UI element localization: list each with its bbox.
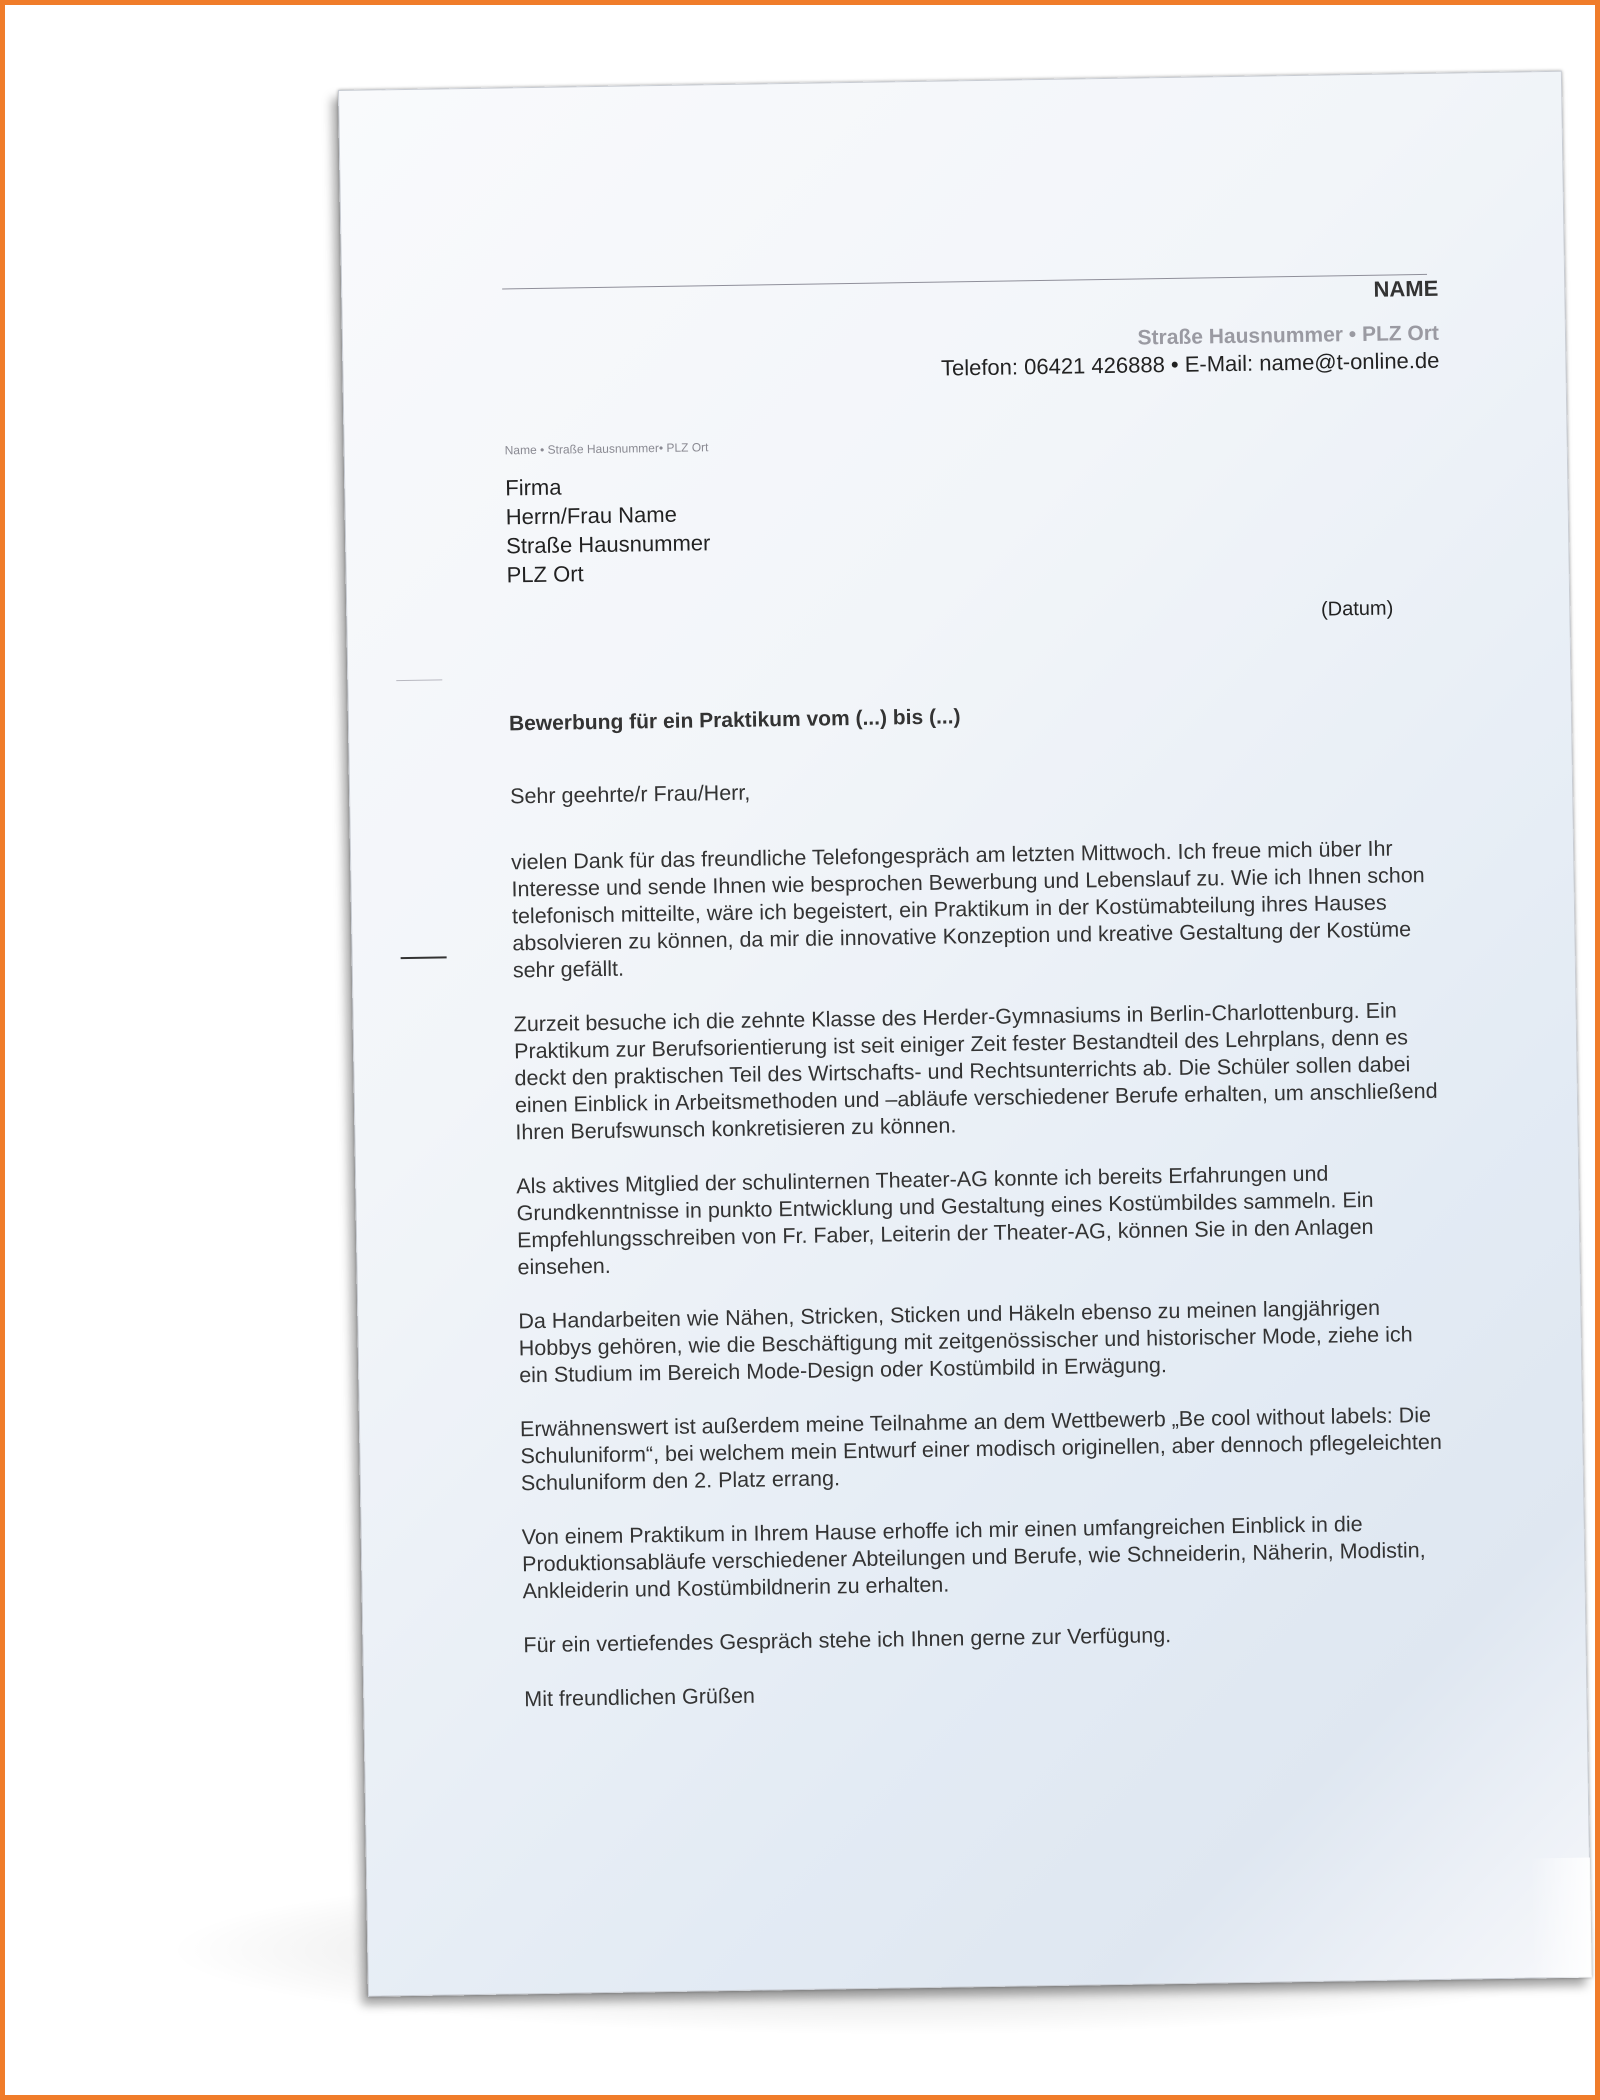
body-paragraph: Von einem Praktikum in Ihrem Hause erhoffe ich mir einen umfangreichen Einblick in die Produktionsabläufe verschiedener Abteilungen und Berufe, wie Schneiderin, Näherin, Modistin, Ankleiderin und Kostümbildnerin zu erhalten. (521, 1512, 1426, 1604)
body-paragraph: Da Handarbeiten wie Nähen, Stricken, Sticken und Häkeln ebenso zu meinen langjährigen Hobbys gehören, wie die Beschäftigung mit zeitgenössischer und historischer Mode, ziehe ich ein Studium im Bereich Mode-Design oder Kostümbild in Erwägung. (518, 1295, 1413, 1388)
fold-mark (396, 679, 442, 681)
letter-page (338, 71, 1592, 1997)
return-address-line: Name • Straße Hausnummer• PLZ Ort (504, 440, 709, 458)
page-curl (1530, 1858, 1592, 1979)
closing: Mit freundlichen Grüßen (524, 1683, 756, 1712)
body-paragraph: Zurzeit besuche ich die zehnte Klasse des Herder-Gymnasiums in Berlin-Charlottenburg. Ein Praktikum zur Berufsorientierung ist seit einiger Zeit fester Bestandteil des Lehrplans, denn es deckt den praktischen Teil des Wirtschafts- und Rechtsunterrichts ab. Die Schüler sollen dabei einen Einblick in Arbeitsmethoden und –abläufe verschiedener Berufe erhalten, um anschließend Ihren Berufswunsch konkretisieren zu können. (513, 998, 1438, 1145)
sender-contact: Telefon: 06421 426888 • E-Mail: name@t-online.de (940, 347, 1440, 381)
letter-body (510, 769, 1450, 1740)
recipient-block (505, 470, 711, 589)
body-paragraph: vielen Dank für das freundliche Telefongespräch am letzten Mittwoch. Ich freue mich über Ihr Interesse und sende Ihnen wie besprochen Bewerbung und Lebenslauf zu. Wie ich Ihnen schon telefonisch mitteilte, wäre ich begeistert, ein Praktikum in der Kostümabteilung ihres Hauses absolvieren zu können, da mir die innovative Konzeption und kreative Gestaltung der Kostüme sehr gefällt. (510, 836, 1425, 983)
header-rule (502, 274, 1427, 290)
sender-name: NAME (1373, 275, 1439, 302)
punch-mark (401, 956, 447, 959)
letter-date: (Datum) (1320, 597, 1394, 621)
body-paragraph: Erwähnenswert ist außerdem meine Teilnahme an dem Wettbewerb „Be cool without labels: Die Schuluniform“, bei welchem mein Entwurf einer modisch originellen, aber dennoch pflegeleichten Schuluniform den 2. Platz errang. (519, 1402, 1442, 1496)
recipient-street: Straße Hausnummer (505, 530, 711, 559)
body-paragraph: Für ein vertiefendes Gespräch stehe ich Ihnen gerne zur Verfügung. (523, 1623, 1172, 1658)
recipient-city: PLZ Ort (506, 561, 584, 588)
recipient-company: Firma (505, 474, 562, 501)
recipient-name: Herrn/Frau Name (505, 501, 678, 530)
body-paragraph: Als aktives Mitglied der schulinternen Theater-AG konnte ich bereits Erfahrungen und Grundkenntnisse in punkto Entwicklung und Gestaltung eines Kostümbildes sammeln. Ein Empfehlungsschreiben von Fr. Faber, Leiterin der Theater-AG, können Sie in den Anlagen einsehen. (516, 1161, 1374, 1280)
salutation: Sehr geehrte/r Frau/Herr, (509, 780, 751, 809)
sender-address: Straße Hausnummer • PLZ Ort (1137, 321, 1440, 350)
letter-subject: Bewerbung für ein Praktikum vom (...) bis (...) (508, 705, 961, 736)
